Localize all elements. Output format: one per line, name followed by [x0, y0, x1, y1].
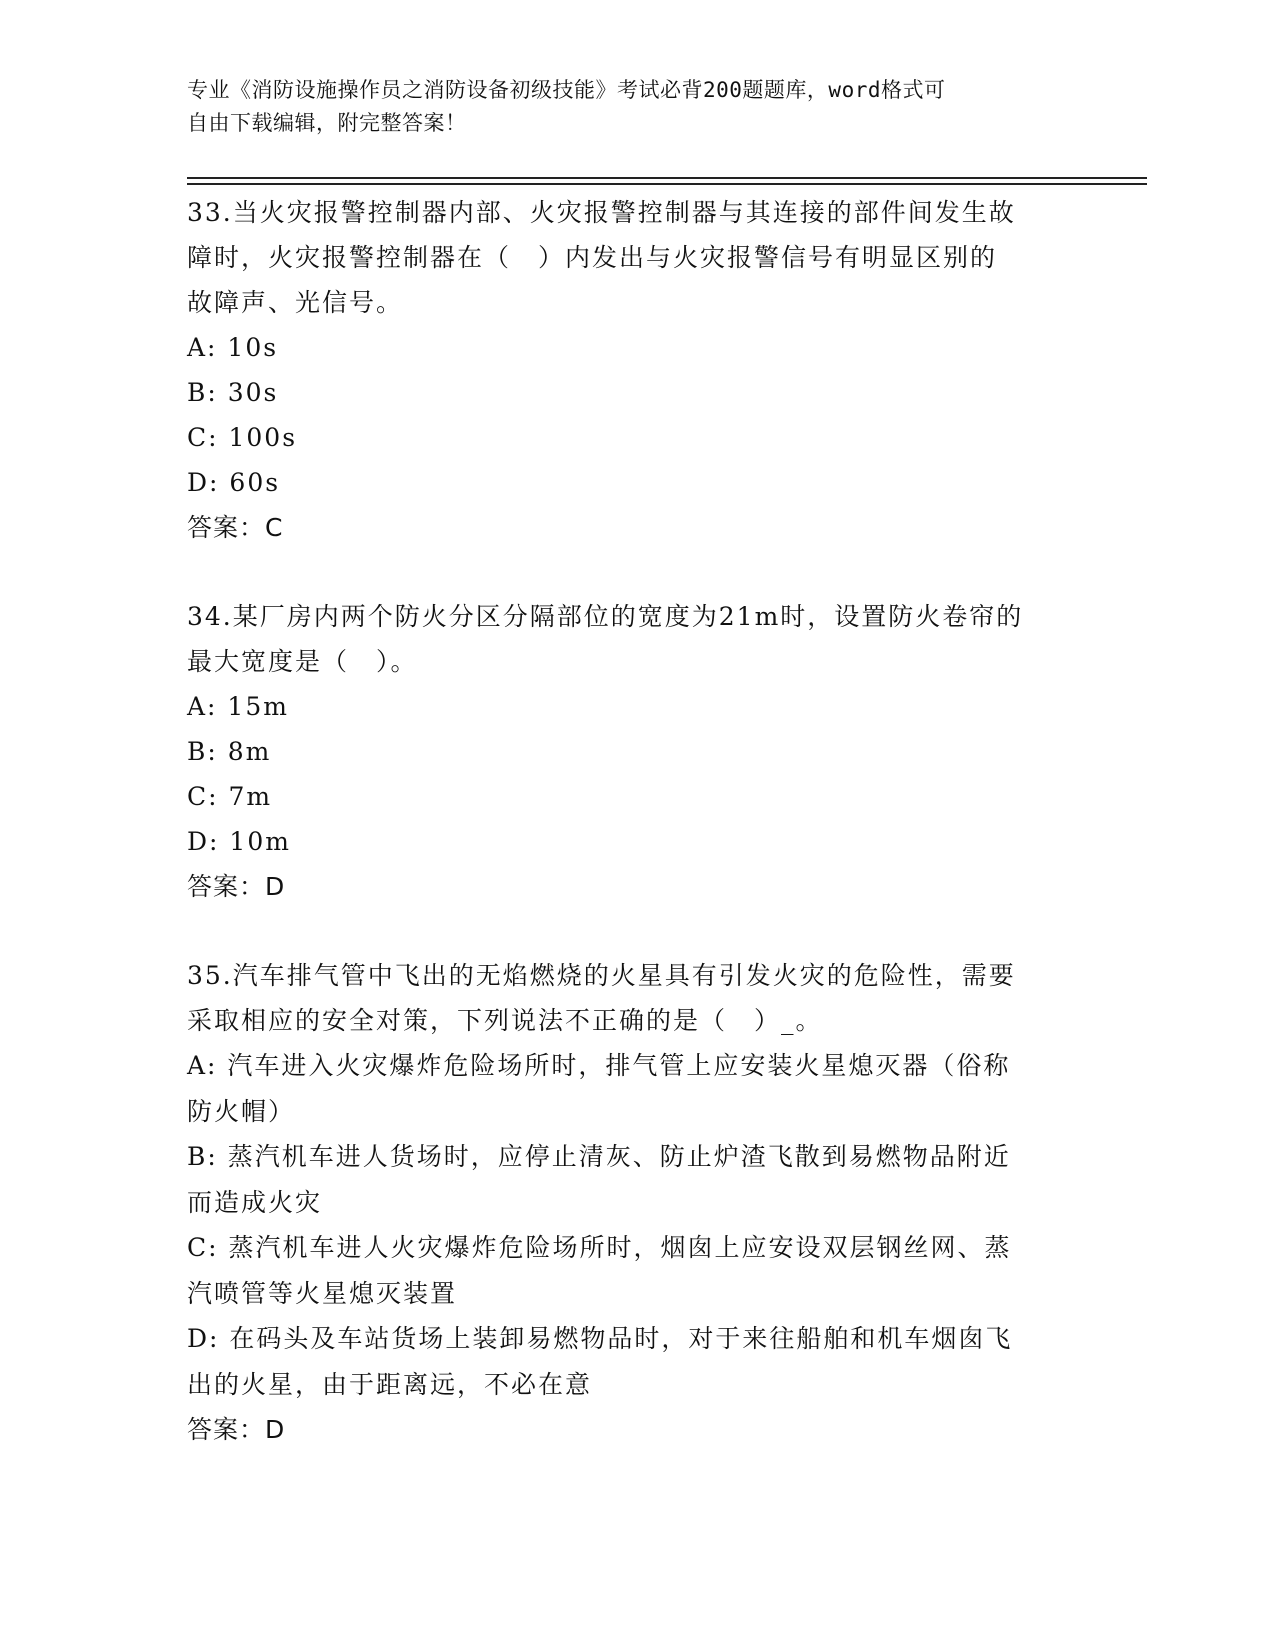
question-35	[187, 953, 1067, 1452]
option-a: A: 15m	[187, 692, 289, 721]
question-34	[187, 594, 1067, 909]
option-d-line: D: 在码头及车站货场上装卸易燃物品时，对于来往船舶和机车烟囱飞	[187, 1324, 1013, 1353]
question-stem-line: 35.汽车排气管中飞出的无焰燃烧的火星具有引发火灾的危险性，需要	[187, 961, 1016, 990]
option-a: A: 10s	[187, 333, 279, 362]
option-a-line: 防火帽）	[187, 1096, 296, 1126]
question-33	[187, 190, 1067, 550]
option-c: C: 100s	[187, 423, 298, 452]
option-d: D: 60s	[187, 468, 281, 497]
header-divider-bottom	[187, 183, 1147, 185]
answer-label: 答案：D	[187, 872, 286, 901]
option-b: B: 30s	[187, 378, 279, 407]
option-a-line: A: 汽车进入火灾爆炸危险场所时，排气管上应安装火星熄灭器（俗称	[187, 1051, 1011, 1080]
question-stem-line: 34.某厂房内两个防火分区分隔部位的宽度为21m时，设置防火卷帘的	[187, 602, 1024, 631]
option-c-line: 汽喷管等火星熄灭装置	[187, 1278, 458, 1308]
option-b-line: 而造成火灾	[187, 1187, 323, 1217]
question-stem-line: 故障声、光信号。	[187, 288, 404, 317]
question-stem-line: 最大宽度是（ ）。	[187, 647, 418, 676]
question-stem-line: 障时，火灾报警控制器在（ ）内发出与火灾报警信号有明显区别的	[187, 243, 998, 272]
option-b-line: B: 蒸汽机车进人货场时，应停止清灰、防止炉渣飞散到易燃物品附近	[187, 1142, 1011, 1171]
question-stem-line: 33.当火灾报警控制器内部、火灾报警控制器与其连接的部件间发生故	[187, 198, 1016, 227]
option-c-line: C: 蒸汽机车进人火灾爆炸危险场所时，烟囱上应安设双层钢丝网、蒸	[187, 1233, 1012, 1262]
document-header	[187, 74, 1087, 140]
question-list	[187, 190, 1067, 1496]
option-d: D: 10m	[187, 827, 291, 856]
option-d-line: 出的火星，由于距离远，不必在意	[187, 1369, 593, 1399]
header-line-2: 自由下载编辑，附完整答案！	[187, 111, 467, 135]
option-b: B: 8m	[187, 737, 272, 766]
answer-label: 答案：C	[187, 513, 284, 542]
answer-label: 答案：D	[187, 1415, 286, 1444]
option-c: C: 7m	[187, 782, 273, 811]
question-stem-line: 采取相应的安全对策，下列说法不正确的是（ ）_。	[187, 1006, 823, 1035]
header-divider-top	[187, 177, 1147, 179]
header-line-1: 专业《消防设施操作员之消防设备初级技能》考试必背200题题库，word格式可	[187, 78, 946, 102]
